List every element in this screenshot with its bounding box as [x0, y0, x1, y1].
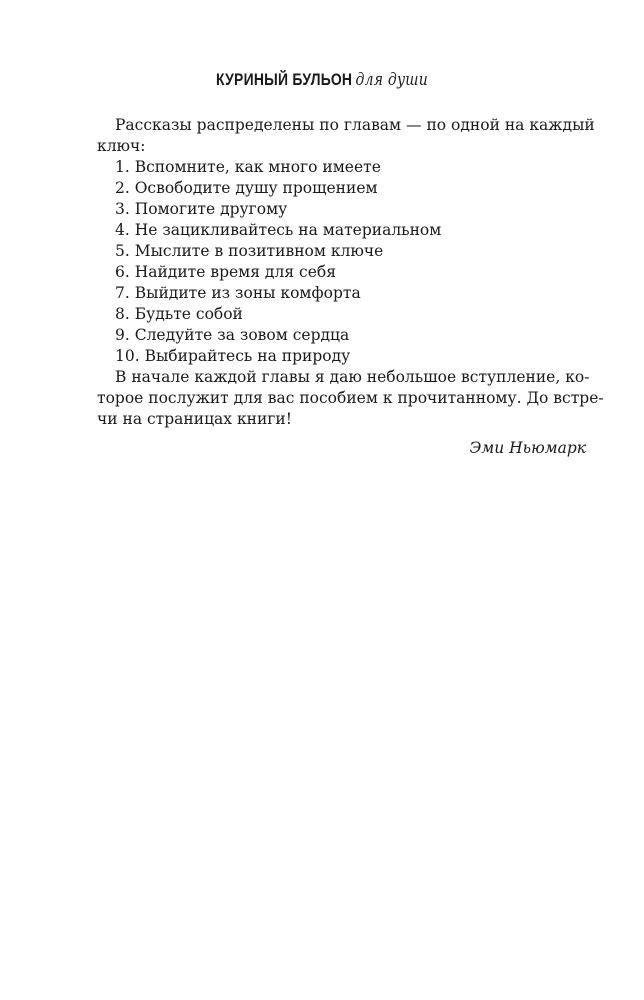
header-title: КУРИНЫЙ БУЛЬОН: [216, 70, 353, 89]
list-item: 8. Будьте собой: [115, 305, 243, 323]
closing-line: торое послужит для вас пособием к прочитанному. До встре-: [97, 389, 604, 407]
closing-line: чи на страницах книги!: [97, 410, 292, 428]
list-item: 2. Освободите душу прощением: [115, 179, 378, 197]
list-item: 7. Выйдите из зоны комфорта: [115, 284, 361, 302]
signature: Эми Ньюмарк: [469, 439, 586, 457]
list-item: 3. Помогите другому: [115, 200, 288, 218]
list-item: 6. Найдите время для себя: [115, 263, 336, 281]
intro-line: ключ:: [97, 137, 146, 155]
closing-line: В начале каждой главы я даю небольшое вступление, ко-: [115, 368, 590, 386]
list-item: 10. Выбирайтесь на природу: [115, 347, 351, 365]
header-script: для души: [355, 70, 428, 90]
list-item: 5. Мыслите в позитивном ключе: [115, 242, 384, 260]
list-item: 9. Следуйте за зовом сердца: [115, 326, 350, 344]
list-item: 1. Вспомните, как много имеете: [115, 158, 381, 176]
intro-line: Рассказы распределены по главам — по одной на каждый: [115, 116, 595, 134]
list-item: 4. Не зацикливайтесь на материальном: [115, 221, 442, 239]
running-header: [58, 70, 586, 90]
